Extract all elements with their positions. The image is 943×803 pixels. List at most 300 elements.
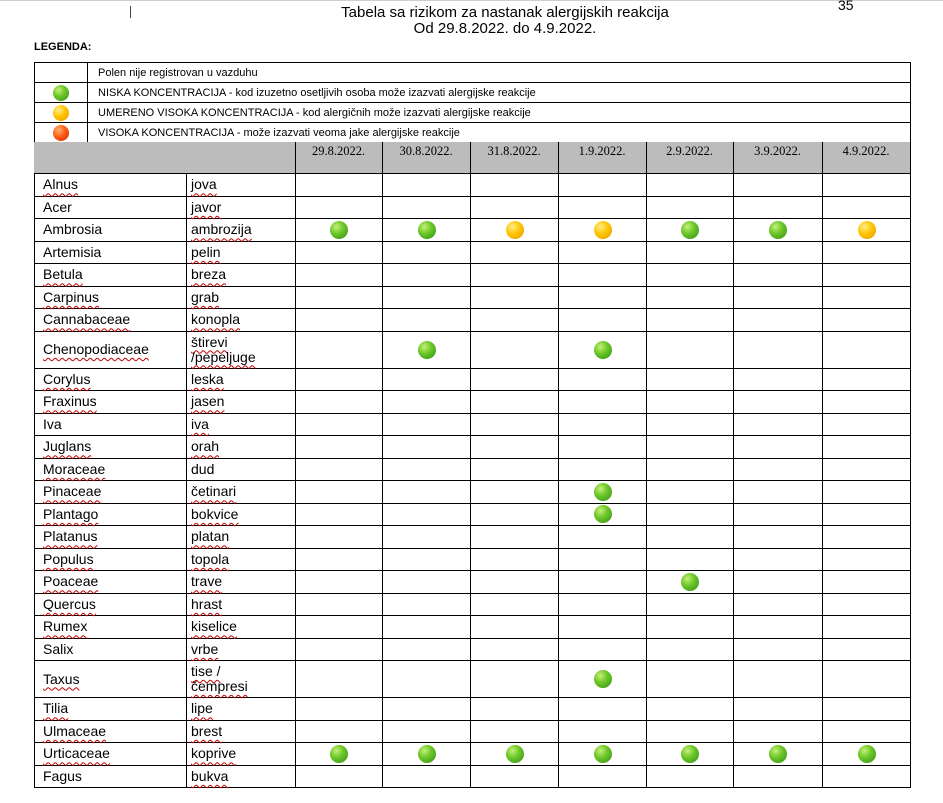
local-name: lipe [191, 700, 213, 717]
latin-name-cell [35, 743, 187, 766]
latin-name-cell [35, 264, 187, 287]
table-row [35, 526, 911, 549]
day-cell [383, 368, 471, 391]
local-name-cell [187, 526, 296, 549]
day-cell [647, 174, 734, 197]
latin-name-cell [35, 526, 187, 549]
day-cell [296, 219, 383, 242]
day-cell [823, 720, 911, 743]
circle-red-icon [53, 125, 69, 141]
day-cell [823, 661, 911, 698]
day-cell [647, 391, 734, 414]
day-cell [383, 616, 471, 639]
day-cell [471, 219, 559, 242]
day-cell [647, 765, 734, 788]
day-cell [823, 616, 911, 639]
day-cell [647, 698, 734, 721]
latin-name-cell [35, 593, 187, 616]
day-cell [823, 413, 911, 436]
day-cell [383, 286, 471, 309]
latin-name-cell [35, 391, 187, 414]
local-name-cell [187, 391, 296, 414]
circle-green-icon [681, 573, 699, 591]
local-name-line: tise / [191, 663, 221, 679]
latin-name: Artemisia [43, 243, 102, 260]
day-cell [734, 548, 823, 571]
local-name-cell [187, 548, 296, 571]
date-header: 31.8.2022. [487, 144, 541, 158]
day-cell [296, 548, 383, 571]
date-header: 4.9.2022. [842, 144, 890, 158]
day-cell [296, 458, 383, 481]
day-cell [823, 638, 911, 661]
day-cell [647, 526, 734, 549]
day-cell [296, 638, 383, 661]
latin-name: Quercus [43, 595, 96, 612]
day-cell [734, 765, 823, 788]
day-cell [383, 413, 471, 436]
table-row [35, 458, 911, 481]
circle-green-icon [769, 745, 787, 763]
legend-text: NISKA KONCENTRACIJA - kod izuzetno osetljivih osoba može izazvati alergijske reakcije [88, 83, 911, 103]
day-cell [734, 331, 823, 368]
latin-name: Ulmaceae [43, 722, 107, 739]
day-cell [383, 638, 471, 661]
circle-green-icon [594, 670, 612, 688]
header-divider [910, 142, 911, 173]
day-cell [559, 698, 647, 721]
day-cell [647, 219, 734, 242]
day-cell [559, 286, 647, 309]
day-cell [383, 391, 471, 414]
day-cell [734, 219, 823, 242]
day-cell [559, 571, 647, 594]
day-cell [296, 661, 383, 698]
day-cell [647, 638, 734, 661]
day-cell [559, 503, 647, 526]
day-cell [559, 548, 647, 571]
circle-green-icon [681, 221, 699, 239]
local-name-cell [187, 481, 296, 504]
day-cell [383, 331, 471, 368]
circle-green-icon [594, 505, 612, 523]
day-cell [559, 765, 647, 788]
local-name: vrbe [191, 640, 219, 657]
day-cell [471, 593, 559, 616]
day-cell [559, 720, 647, 743]
day-cell [296, 616, 383, 639]
day-cell [296, 571, 383, 594]
table-row [35, 368, 911, 391]
date-header: 3.9.2022. [754, 144, 801, 158]
local-name-cell [187, 661, 296, 698]
circle-green-icon [681, 745, 699, 763]
day-cell [734, 368, 823, 391]
latin-name: Urticaceae [43, 745, 110, 762]
day-cell [647, 743, 734, 766]
local-name: hrast [191, 595, 223, 612]
local-name-cell [187, 698, 296, 721]
day-cell [823, 765, 911, 788]
table-row [35, 286, 911, 309]
date-header: 30.8.2022. [399, 144, 453, 158]
latin-name-cell [35, 481, 187, 504]
day-cell [383, 436, 471, 459]
latin-name: Rumex [43, 618, 88, 635]
local-name-cell [187, 286, 296, 309]
table-row [35, 331, 911, 368]
table-row [35, 548, 911, 571]
day-cell [296, 503, 383, 526]
local-name: grab [191, 288, 220, 305]
day-cell [296, 481, 383, 504]
legend-symbol-cell [35, 103, 88, 123]
table-row [35, 571, 911, 594]
local-name: pelin [191, 243, 221, 260]
local-name: bukva [191, 767, 229, 784]
latin-name-cell [35, 720, 187, 743]
day-cell [823, 436, 911, 459]
day-cell [823, 548, 911, 571]
legend-row [35, 103, 911, 123]
day-cell [734, 458, 823, 481]
day-cell [823, 481, 911, 504]
local-name-cell [187, 638, 296, 661]
legend-table [34, 62, 911, 143]
local-name: jova [191, 176, 217, 193]
day-cell [823, 571, 911, 594]
day-cell [559, 241, 647, 264]
latin-name: Carpinus [43, 288, 100, 305]
day-cell [734, 720, 823, 743]
day-cell [383, 548, 471, 571]
table-row [35, 264, 911, 287]
day-cell [823, 309, 911, 332]
table-row [35, 413, 911, 436]
day-cell [383, 503, 471, 526]
pollen-table [34, 173, 911, 788]
day-cell [823, 458, 911, 481]
table-row [35, 309, 911, 332]
date-header: 1.9.2022. [578, 144, 626, 158]
latin-name-cell [35, 661, 187, 698]
local-name-cell [187, 571, 296, 594]
table-row [35, 196, 911, 219]
circle-green-icon [330, 745, 348, 763]
day-cell [559, 309, 647, 332]
latin-name-cell [35, 698, 187, 721]
day-cell [296, 413, 383, 436]
local-name: platan [191, 528, 230, 545]
day-cell [471, 638, 559, 661]
day-cell [559, 196, 647, 219]
day-cell [647, 196, 734, 219]
day-cell [734, 661, 823, 698]
day-cell [559, 331, 647, 368]
day-cell [383, 743, 471, 766]
latin-name: Acer [43, 198, 72, 215]
local-name-cell [187, 720, 296, 743]
legend-symbol-cell [35, 83, 88, 103]
day-cell [559, 526, 647, 549]
day-cell [647, 503, 734, 526]
latin-name: Pinaceae [43, 483, 102, 500]
day-cell [471, 458, 559, 481]
day-cell [734, 413, 823, 436]
day-cell [823, 264, 911, 287]
day-cell [647, 241, 734, 264]
day-cell [559, 436, 647, 459]
legend-row [35, 123, 911, 143]
local-name: trave [191, 573, 223, 590]
day-cell [383, 765, 471, 788]
latin-name: Fraxinus [43, 393, 97, 410]
day-cell [734, 391, 823, 414]
day-cell [734, 571, 823, 594]
local-name-cell [187, 196, 296, 219]
day-cell [383, 458, 471, 481]
day-cell [296, 526, 383, 549]
day-cell [647, 368, 734, 391]
day-cell [383, 264, 471, 287]
day-cell [647, 616, 734, 639]
day-cell [559, 481, 647, 504]
latin-name-cell [35, 436, 187, 459]
local-name-cell [187, 241, 296, 264]
day-cell [471, 286, 559, 309]
latin-name: Poaceae [43, 573, 99, 590]
day-cell [471, 743, 559, 766]
day-cell [823, 743, 911, 766]
day-cell [296, 196, 383, 219]
legend-symbol-cell [35, 123, 88, 143]
table-row [35, 481, 911, 504]
day-cell [734, 616, 823, 639]
local-name-cell [187, 616, 296, 639]
day-cell [471, 264, 559, 287]
day-cell [734, 309, 823, 332]
local-name-cell [187, 593, 296, 616]
local-name: iva [191, 415, 209, 432]
day-cell [823, 286, 911, 309]
latin-name: Taxus [43, 670, 80, 687]
latin-name: Betula [43, 266, 83, 283]
day-cell [471, 436, 559, 459]
local-name-cell [187, 309, 296, 332]
date-header: 29.8.2022. [311, 144, 366, 158]
day-cell [296, 309, 383, 332]
day-cell [734, 638, 823, 661]
day-cell [823, 219, 911, 242]
latin-name: Cannabaceae [43, 311, 131, 328]
day-cell [734, 174, 823, 197]
day-cell [823, 196, 911, 219]
day-cell [471, 196, 559, 219]
local-name-line: /pepeljuge [191, 348, 256, 365]
legend-symbol-cell [35, 63, 88, 83]
day-cell [296, 698, 383, 721]
day-cell [559, 391, 647, 414]
day-cell [647, 309, 734, 332]
circle-green-icon [418, 341, 436, 359]
table-row [35, 593, 911, 616]
day-cell [471, 413, 559, 436]
latin-name: Juglans [43, 438, 92, 455]
page-number: 35 [838, 0, 854, 13]
legend-text: VISOKA KONCENTRACIJA - može izazvati veoma jake alergijske reakcije [88, 123, 911, 143]
local-name-cell [187, 264, 296, 287]
local-name-cell [187, 174, 296, 197]
day-cell [296, 331, 383, 368]
circle-green-icon [594, 745, 612, 763]
latin-name: Platanus [43, 528, 98, 545]
latin-name-cell [35, 174, 187, 197]
day-cell [383, 526, 471, 549]
table-row [35, 720, 911, 743]
day-cell [296, 391, 383, 414]
table-row [35, 219, 911, 242]
day-cell [734, 503, 823, 526]
local-name: topola [191, 550, 230, 567]
day-cell [471, 174, 559, 197]
text-cursor [130, 6, 131, 18]
legend-row [35, 63, 911, 83]
legend-text: Polen nije registrovan u vazduhu [88, 63, 911, 83]
page-title: Tabela sa rizikom za nastanak alergijskih reakcija [341, 4, 669, 21]
local-name: leska [191, 370, 224, 387]
table-row [35, 616, 911, 639]
local-name: breza [191, 266, 227, 283]
day-cell [471, 391, 559, 414]
latin-name-cell [35, 331, 187, 368]
day-cell [559, 368, 647, 391]
local-name: četinari [191, 483, 237, 500]
day-cell [296, 241, 383, 264]
day-cell [471, 331, 559, 368]
day-cell [823, 526, 911, 549]
day-cell [823, 503, 911, 526]
latin-name: Alnus [43, 176, 79, 193]
circle-green-icon [418, 745, 436, 763]
local-name-cell [187, 458, 296, 481]
latin-name-cell [35, 196, 187, 219]
day-cell [559, 458, 647, 481]
latin-name: Fagus [43, 767, 82, 784]
day-cell [734, 698, 823, 721]
day-cell [471, 241, 559, 264]
local-name-cell [187, 219, 296, 242]
day-cell [647, 264, 734, 287]
day-cell [823, 368, 911, 391]
latin-name: Moraceae [43, 460, 106, 477]
day-cell [383, 698, 471, 721]
table-row [35, 698, 911, 721]
day-cell [296, 368, 383, 391]
latin-name-cell [35, 309, 187, 332]
latin-name: Ambrosia [43, 221, 103, 238]
circle-green-icon [769, 221, 787, 239]
legend-text: UMERENO VISOKA KONCENTRACIJA - kod alergičnih može izazvati alergijske reakcije [88, 103, 911, 123]
local-name-cell [187, 331, 296, 368]
latin-name-cell [35, 458, 187, 481]
day-cell [734, 241, 823, 264]
day-cell [383, 661, 471, 698]
day-cell [823, 698, 911, 721]
circle-green-icon [858, 745, 876, 763]
table-row [35, 765, 911, 788]
day-cell [823, 593, 911, 616]
day-cell [647, 331, 734, 368]
table-row [35, 436, 911, 459]
local-name: kiselice [191, 618, 237, 635]
local-name: konopla [191, 311, 241, 328]
circle-green-icon [53, 85, 69, 101]
circle-yellow-icon [506, 221, 524, 239]
day-cell [471, 661, 559, 698]
latin-name: Tilia [43, 700, 69, 717]
day-cell [647, 286, 734, 309]
latin-name: Iva [43, 415, 62, 432]
table-row [35, 174, 911, 197]
local-name: jasen [191, 393, 225, 410]
table-row [35, 241, 911, 264]
local-name-line: štirevi [191, 333, 228, 350]
day-cell [647, 436, 734, 459]
day-cell [471, 616, 559, 639]
page-subtitle: Od 29.8.2022. do 4.9.2022. [413, 20, 597, 37]
day-cell [734, 481, 823, 504]
latin-name-cell [35, 638, 187, 661]
table-row [35, 638, 911, 661]
day-cell [647, 481, 734, 504]
day-cell [471, 309, 559, 332]
circle-yellow-icon [858, 221, 876, 239]
latin-name-cell [35, 219, 187, 242]
local-name-cell [187, 765, 296, 788]
day-cell [383, 241, 471, 264]
circle-yellow-icon [594, 221, 612, 239]
day-cell [734, 743, 823, 766]
latin-name: Plantago [43, 505, 99, 522]
day-cell [383, 593, 471, 616]
day-cell [734, 286, 823, 309]
day-cell [296, 286, 383, 309]
day-cell [559, 616, 647, 639]
day-cell [734, 436, 823, 459]
local-name: dud [191, 460, 215, 477]
day-cell [296, 720, 383, 743]
day-cell [647, 571, 734, 594]
latin-name: Corylus [43, 370, 91, 387]
day-cell [734, 264, 823, 287]
date-header: 2.9.2022. [666, 144, 713, 158]
day-cell [734, 526, 823, 549]
table-row [35, 661, 911, 698]
day-cell [471, 526, 559, 549]
day-cell [383, 309, 471, 332]
day-cell [471, 481, 559, 504]
latin-name-cell [35, 503, 187, 526]
local-name-cell [187, 413, 296, 436]
latin-name-cell [35, 571, 187, 594]
day-cell [559, 638, 647, 661]
day-cell [296, 174, 383, 197]
latin-name-cell [35, 286, 187, 309]
day-cell [559, 219, 647, 242]
day-cell [559, 174, 647, 197]
table-row [35, 391, 911, 414]
day-cell [647, 593, 734, 616]
